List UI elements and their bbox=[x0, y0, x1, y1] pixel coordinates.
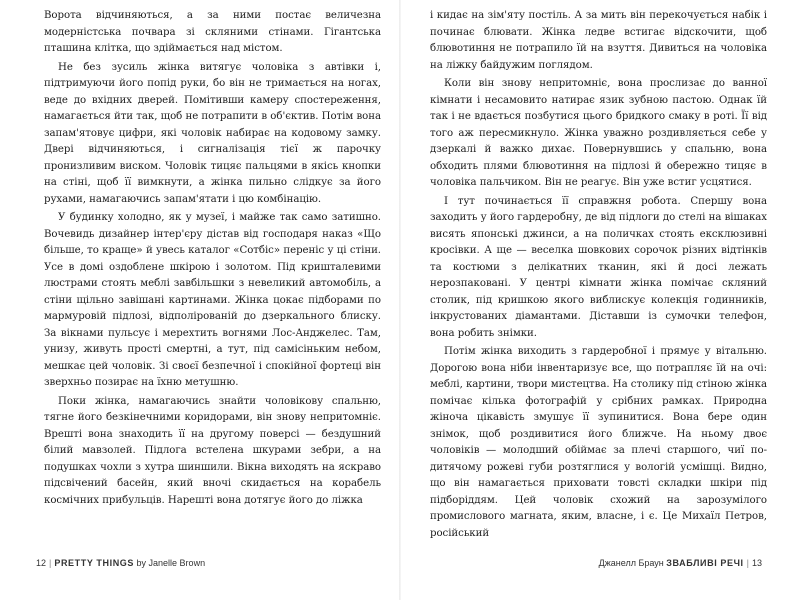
left-page-footer bbox=[36, 558, 205, 568]
footer-separator: | bbox=[49, 558, 52, 568]
footer-separator: | bbox=[746, 558, 749, 568]
author-name: Джанелл Браун bbox=[598, 558, 664, 568]
paragraph: Поки жінка, намагаючись знайти чоловікову спальню, тягне його безкінечними коридорами, він знову непритомніє. Врешті вона знаходить її на другому поверсі — бездушний білий мавзолей. Підлога встелена шкурами зебри, а на подушках чохли з хутра шиншили. Вікна виходять на яскраво підсвічений басейн, який вночі скидається на корабель космічних прибульців. Нарешті вона дотягує його до ліжка bbox=[44, 395, 381, 506]
page-number: 12 bbox=[36, 558, 47, 568]
book-byline: by Janelle Brown bbox=[136, 558, 206, 568]
paragraph: Ворота відчиняються, а за ними постає величезна модерністська почвара зі скляними стінами. Гігантська пташина клітка, що здіймається над містом. bbox=[44, 10, 381, 54]
book-title-logo: PRETTY THINGS bbox=[54, 558, 135, 568]
paragraph: і кидає на зім'яту постіль. А за мить він перекочується набік і починає блювати. Жінка ледве встигає відскочити, щоб блювотиння не потрапило їй на взуття. Дивиться на чоловіка на ліжку байдужим поглядом. bbox=[430, 10, 767, 71]
page-number: 13 bbox=[751, 558, 762, 568]
left-page-body bbox=[44, 8, 381, 511]
right-page bbox=[400, 0, 800, 600]
right-page-body bbox=[430, 8, 767, 544]
right-page-footer bbox=[599, 558, 762, 568]
paragraph: Коли він знову непритомніє, вона прослизає до ванної кімнати і несамовито натирає язик зубною пастою. Однак їй так і не вдається позбутися цього бридкого смаку в роті. Її від того аж пересмикнуло. Жінка уважно роздивляється себе у дзеркалі й важко дихає. Повернувшись у спальню, вона обходить плями блювотиння на підлозі й обережно тицяє в чоловіка пальчиком. Він не реагує. Він уже встиг усцятися. bbox=[430, 78, 767, 188]
paragraph: Не без зусиль жінка витягує чоловіка з автівки і, підтримуючи його попід руки, бо він не тримається на ногах, веде до вхідних дверей. Помітивши камеру спостереження, намагається йти так, щоб не потрапити в об'єктив. Потім вона запам'ятовує цифри, які чоловік набирає на кодовому замку. Двері відчиняються, і сигналізація тієї ж парочку пронизливим виском. Чоловік тицяє пальцями в якісь кнопки на стіні, щоб її вимкнути, а жінка пильно слідкує за його рухами, намагаючись запам'ятати і цю комбінацію. bbox=[44, 61, 381, 205]
paragraph: Потім жінка виходить з гардеробної і прямує у вітальню. Дорогою вона ніби інвентаризує все, що потрапляє їй на очі: меблі, картини, твори мистецтва. На столику під стіною жінка помічає кілька фотографій у срібних рамках. Природна жіноча цікавість змушує її зупинитися. Вона бере один знімок, щоб роздивитися його ближче. На ньому двоє чоловіків — молодший обіймає за плечі старшого, чиї по-дитячому рожеві губи розтяглися у вологій усмішці. Видно, що він намагається приховати товсті складки шкіри під підборіддям. Цей чоловік схожий на зарозумілого промислового магната, яким, власне, і є. Це Михаїл Петров, російський bbox=[430, 346, 767, 539]
book-title-logo: ЗВАБЛИВІ РЕЧІ bbox=[666, 558, 744, 568]
paragraph: І тут починається її справжня робота. Спершу вона заходить у його гардеробну, де від підлоги до стелі на вішаках висять японські джинси, а на поличках стоять ексклюзивні кросівки. А ще — веселка шовкових сорочок різних відтінків та костюми з делікатних тканин, які й досі лежать нерозпаковані. У центрі кімнати жінка помічає скляний столик, під кришкою якого виблискує колекція годинників, інкрустованих діамантами. Діставши із сумочки телефон, вона робить знімки. bbox=[430, 195, 767, 339]
paragraph: У будинку холодно, як у музеї, і майже так само затишно. Вочевидь дизайнер інтер'єру дістав від господаря наказ «Що більше, то краще» й увесь каталог «Сотбіс» переніс у ці стіни. Усе в домі оздоблене шкірою і золотом. Під кришталевими люстрами стоять меблі завбільшки з невеликий автомобіль, а стіни щільно завішані картинами. Жінка цокає підборами по мармуровій підлозі, відполірованій до дзеркального блиску. За вікнами пульсує і мерехтить вогнями Лос-Анджелес. Там, унизу, живуть прості смертні, а тут, під самісіньким небом, мешкає цей чоловік. Зі своєї безпечної і спокійної фортеці він зверхньо позирає на їхню метушню. bbox=[44, 212, 381, 388]
